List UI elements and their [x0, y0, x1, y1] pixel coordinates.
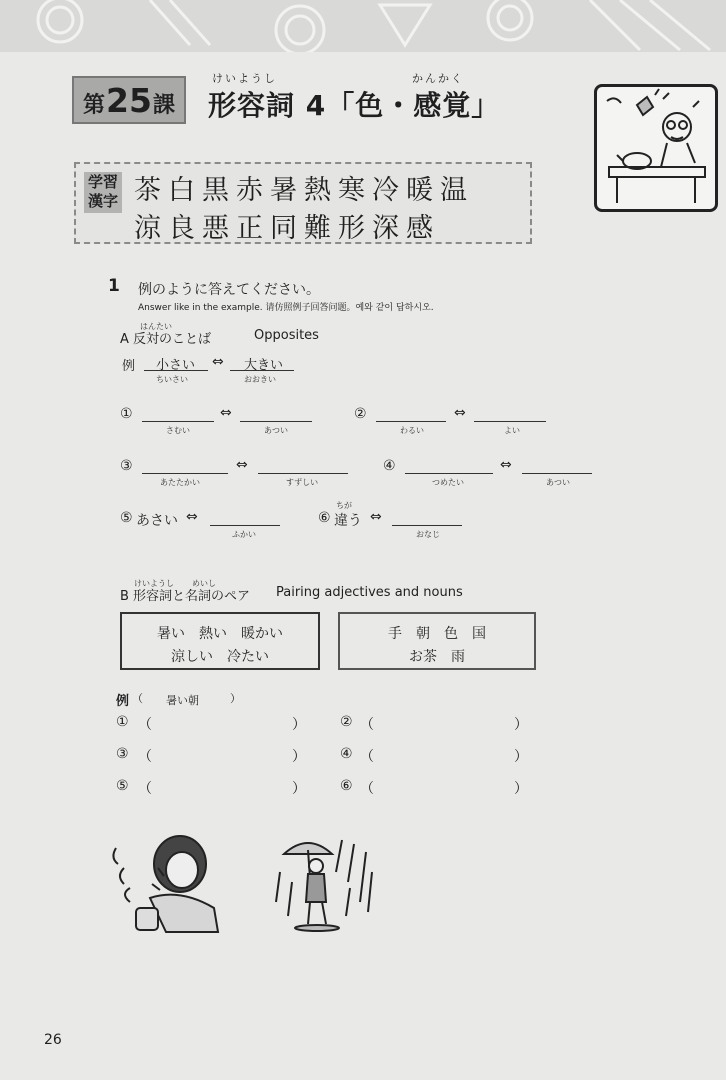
item-2-right-reading: よい	[504, 426, 520, 435]
person-in-rain-illustration	[272, 832, 382, 936]
item-1-left-reading: さむい	[166, 426, 190, 435]
exercise-instruction-translation: Answer like in the example. 请仿照例子回答问题。예와 같이 답하시오.	[138, 303, 434, 313]
item-1-arrow: ⇔	[220, 405, 232, 421]
part-b-item-1-close: ）	[292, 717, 306, 733]
lesson-badge	[72, 76, 186, 124]
item-2-number: ②	[354, 406, 367, 422]
part-b-heading-en: Pairing adjectives and nouns	[276, 585, 463, 600]
part-b-example-answer: 暑い朝	[166, 694, 199, 707]
exercise-number: 1	[108, 276, 120, 296]
item-1-number: ①	[120, 406, 133, 422]
example-left-word: 小さい	[156, 358, 196, 373]
item-1-left-blank[interactable]	[142, 421, 214, 422]
item-6-right-blank[interactable]	[392, 525, 462, 526]
part-b-item-5-number: ⑤	[116, 778, 129, 794]
nouns-line-1: 手 朝 色 国	[388, 626, 486, 642]
item-1-right-blank[interactable]	[240, 421, 312, 422]
part-b-item-1-number: ①	[116, 714, 129, 730]
part-b-item-2-number: ②	[340, 714, 353, 730]
item-2-arrow: ⇔	[454, 405, 466, 421]
nouns-box	[338, 612, 536, 670]
item-2-left-reading: わるい	[400, 426, 424, 435]
rainy-day-drawing	[272, 832, 382, 932]
part-b-item-1-open: （	[138, 717, 152, 733]
title-ruby-keiyoushi: けいようし	[212, 72, 277, 85]
example-left-reading: ちいさい	[156, 375, 188, 384]
item-6-number: ⑥	[318, 510, 331, 526]
item-6-word: 違う	[334, 513, 362, 529]
item-3-number: ③	[120, 458, 133, 474]
item-4-arrow: ⇔	[500, 457, 512, 473]
part-b-item-5-answer-space[interactable]	[156, 776, 292, 798]
item-5-word: あさい	[136, 513, 178, 529]
item-1-right-reading: あつい	[264, 426, 288, 435]
header-pattern	[0, 0, 726, 52]
item-4-right-reading: あつい	[546, 478, 570, 487]
item-3-right-reading: すずしい	[286, 478, 319, 487]
study-kanji-label	[84, 172, 122, 213]
lesson-title: 形容詞 4「色・感覚」	[208, 89, 501, 122]
part-b-item-6-open: （	[360, 781, 374, 797]
part-b-example-open: （	[132, 692, 143, 705]
item-6-right-reading: おなじ	[416, 530, 440, 539]
part-b-item-3-open: （	[138, 749, 152, 765]
part-b-item-1-answer-space[interactable]	[156, 712, 292, 734]
page-number: 26	[44, 1032, 62, 1048]
example-right-reading: おおきい	[244, 375, 276, 384]
example-right-word: 大きい	[244, 358, 284, 373]
part-b-item-6-close: ）	[514, 781, 528, 797]
lesson-number: 25	[106, 81, 152, 120]
part-b-item-3-answer-space[interactable]	[156, 744, 292, 766]
part-b-item-3-close: ）	[292, 749, 306, 765]
item-6-ruby: ちが	[336, 501, 352, 510]
part-a-heading-jp: A 反対のことば	[120, 332, 212, 347]
part-b-item-6-answer-space[interactable]	[378, 776, 514, 798]
item-6-arrow: ⇔	[370, 509, 382, 525]
adjectives-line-1: 暑い 熱い 暖かい	[157, 626, 283, 642]
title-ruby-kankaku: かんかく	[412, 72, 464, 85]
example-label: 例	[122, 359, 136, 374]
part-b-example-close: ）	[230, 692, 241, 705]
item-3-right-blank[interactable]	[258, 473, 348, 474]
kanji-row-2: 涼良悪正同難形深感	[134, 213, 440, 244]
study-kanji-label-line2: 漢字	[87, 192, 118, 210]
tea-illustration-frame	[594, 84, 718, 212]
part-b-ruby-keiyoushi: けいようし	[134, 579, 174, 588]
item-2-left-blank[interactable]	[376, 421, 446, 422]
part-b-item-2-close: ）	[514, 717, 528, 733]
part-b-item-4-close: ）	[514, 749, 528, 765]
part-b-item-5-close: ）	[292, 781, 306, 797]
item-3-left-reading: あたたかい	[160, 478, 200, 487]
item-5-arrow: ⇔	[186, 509, 198, 525]
part-b-item-4-answer-space[interactable]	[378, 744, 514, 766]
part-b-item-6-number: ⑥	[340, 778, 353, 794]
woman-hot-tea-drawing	[110, 828, 230, 940]
adjectives-line-2: 涼しい 冷たい	[171, 649, 269, 665]
part-a-heading-en: Opposites	[254, 328, 319, 343]
study-kanji-label-line1: 学習	[87, 173, 118, 191]
decorative-header-band	[0, 0, 726, 52]
part-b-item-3-number: ③	[116, 746, 129, 762]
item-3-arrow: ⇔	[236, 457, 248, 473]
part-b-example-label: 例	[116, 694, 130, 709]
exercise-instruction: 例のように答えてください。	[138, 282, 320, 298]
lesson-prefix: 第	[83, 93, 106, 118]
part-b-heading-jp: B 形容詞と名詞のペア	[120, 589, 251, 604]
item-4-left-blank[interactable]	[405, 473, 493, 474]
part-b-item-5-open: （	[138, 781, 152, 797]
item-5-right-blank[interactable]	[210, 525, 280, 526]
adjectives-box	[120, 612, 320, 670]
item-5-right-reading: ふかい	[232, 530, 256, 539]
item-3-left-blank[interactable]	[142, 473, 228, 474]
part-b-item-4-open: （	[360, 749, 374, 765]
item-2-right-blank[interactable]	[474, 421, 546, 422]
nouns-line-2: お茶 雨	[409, 649, 465, 665]
part-b-item-2-answer-space[interactable]	[378, 712, 514, 734]
item-5-number: ⑤	[120, 510, 133, 526]
part-b-item-4-number: ④	[340, 746, 353, 762]
part-b-ruby-meishi: めいし	[192, 579, 216, 588]
hot-tea-cartoon-illustration	[597, 87, 715, 209]
part-b-item-2-open: （	[360, 717, 374, 733]
part-a-ruby: はんたい	[140, 322, 172, 331]
study-kanji-box	[74, 162, 532, 244]
lesson-suffix: 課	[152, 93, 175, 118]
kanji-row-1: 茶白黒赤暑熱寒冷暖温	[134, 175, 474, 206]
example-arrow: ⇔	[212, 354, 224, 370]
woman-drinking-tea-illustration	[110, 828, 230, 944]
item-4-left-reading: つめたい	[432, 478, 464, 487]
item-4-right-blank[interactable]	[522, 473, 592, 474]
item-4-number: ④	[383, 458, 396, 474]
